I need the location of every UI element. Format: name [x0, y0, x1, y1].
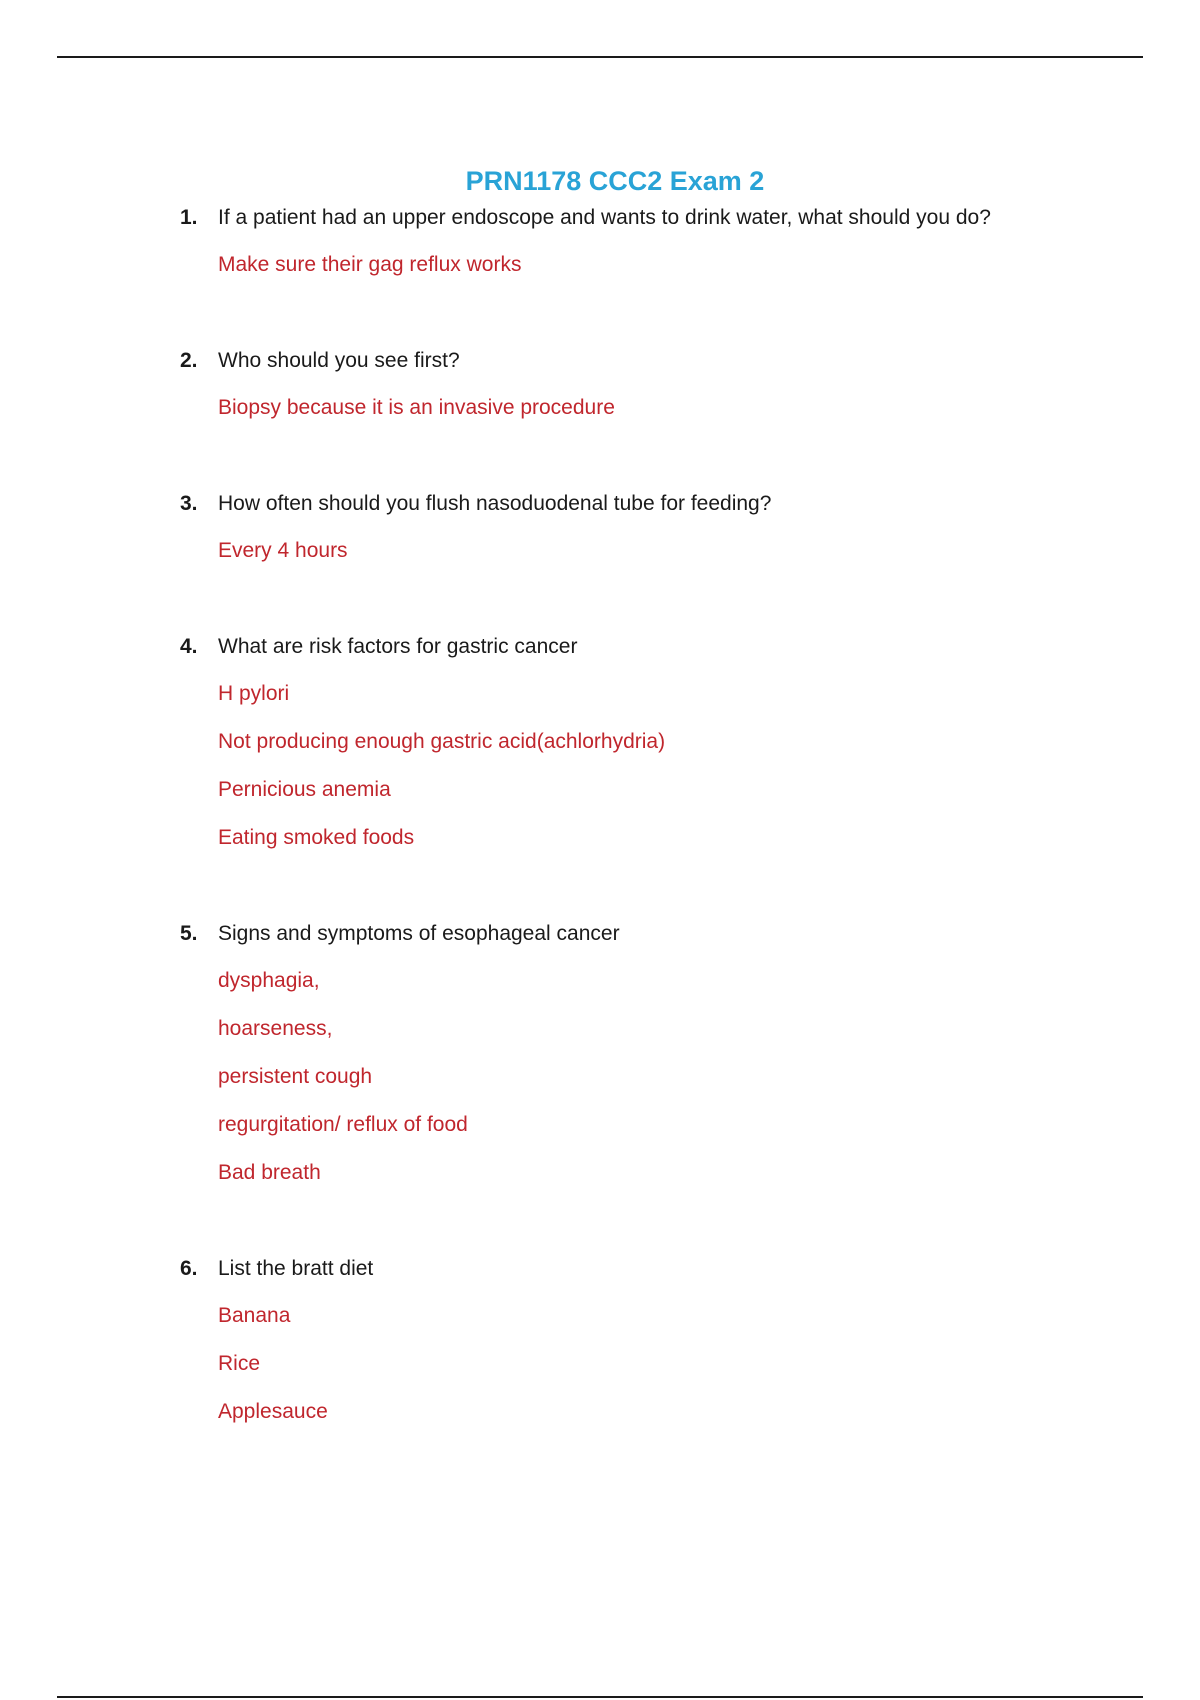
question-item: [180, 346, 1080, 441]
question-number: 1.: [180, 206, 198, 229]
answer-item: Eating smoked foods: [218, 826, 415, 849]
question-number: 4.: [180, 635, 198, 658]
question-item: [180, 203, 1080, 298]
answer-list: [180, 250, 1080, 298]
answer-item: Applesauce: [218, 1400, 328, 1423]
question-text: List the bratt diet: [218, 1257, 374, 1280]
answer-item: Not producing enough gastric acid(achlorhydria): [218, 730, 666, 753]
question-item: [180, 1254, 1080, 1445]
answer-item: dysphagia,: [218, 969, 320, 992]
question-item: [180, 919, 1080, 1206]
question-number: 3.: [180, 492, 198, 515]
question-line: [180, 919, 1080, 949]
question-line: [180, 346, 1080, 376]
answer-item: Bad breath: [218, 1161, 321, 1184]
question-text: How often should you flush nasoduodenal tube for feeding?: [218, 492, 772, 515]
answer-list: [180, 536, 1080, 584]
question-list: [180, 203, 1080, 1493]
header-rule: [57, 56, 1143, 58]
question-number: 6.: [180, 1257, 198, 1280]
answer-list: [180, 966, 1080, 1206]
answer-item: Pernicious anemia: [218, 778, 391, 801]
answer-item: Make sure their gag reflux works: [218, 253, 522, 276]
question-item: [180, 489, 1080, 584]
answer-item: hoarseness,: [218, 1017, 333, 1040]
answer-list: [180, 1301, 1080, 1445]
answer-item: persistent cough: [218, 1065, 373, 1088]
question-text: What are risk factors for gastric cancer: [218, 635, 578, 658]
question-line: [180, 489, 1080, 519]
answer-item: regurgitation/ reflux of food: [218, 1113, 468, 1136]
answer-item: H pylori: [218, 682, 290, 705]
question-number: 2.: [180, 349, 198, 372]
document-title: PRN1178 CCC2 Exam 2: [465, 166, 765, 197]
answer-item: Rice: [218, 1352, 261, 1375]
question-number: 5.: [180, 922, 198, 945]
answer-item: Every 4 hours: [218, 539, 348, 562]
question-line: [180, 1254, 1080, 1284]
question-text: Signs and symptoms of esophageal cancer: [218, 922, 620, 945]
answer-list: [180, 679, 1080, 871]
question-item: [180, 632, 1080, 871]
question-line: [180, 203, 1080, 233]
footer-rule: [57, 1696, 1143, 1698]
answer-item: Biopsy because it is an invasive procedure: [218, 396, 615, 419]
question-line: [180, 632, 1080, 662]
answer-item: Banana: [218, 1304, 291, 1327]
question-text: If a patient had an upper endoscope and wants to drink water, what should you do?: [218, 206, 991, 229]
answer-list: [180, 393, 1080, 441]
question-text: Who should you see first?: [218, 349, 460, 372]
